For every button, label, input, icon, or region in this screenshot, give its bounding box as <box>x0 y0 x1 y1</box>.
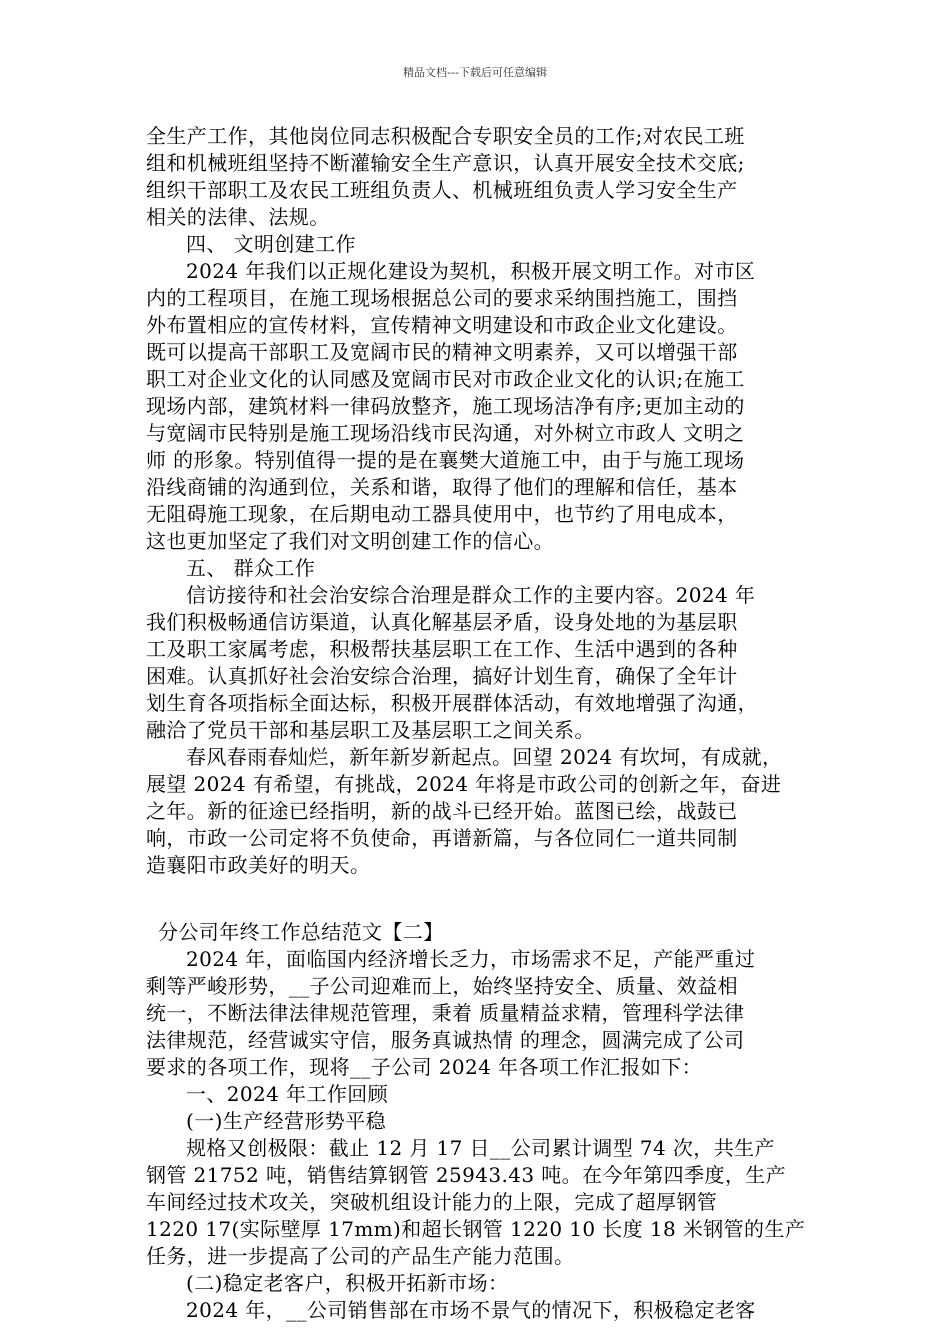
blank-line <box>146 879 810 919</box>
text-line: 既可以提高干部职工及宽阔市民的精神文明素养，又可以增强干部 <box>146 340 738 364</box>
text-line: 四、 文明创建工作 <box>186 232 356 256</box>
text-line: 展望 2024 有希望，有挑战，2024 年将是市政公司的创新之年，奋进 <box>146 772 782 796</box>
text-line: 内的工程项目，在施工现场根据总公司的要求采纳围挡施工，围挡 <box>146 286 738 310</box>
text-line: (一)生产经营形势平稳 <box>186 1109 387 1133</box>
text-line: 2024 年，__公司销售部在市场不景气的情况下，积极稳定老客 <box>186 1298 756 1322</box>
text-line: 外布置相应的宣传材料，宣传精神文明建设和市政企业文化建设。 <box>146 313 738 337</box>
text-line: 全生产工作，其他岗位同志积极配合专职安全员的工作;对农民工班 <box>146 124 745 148</box>
text-line: 造襄阳市政美好的明天。 <box>146 853 371 877</box>
text-line: 相关的法律、法规。 <box>146 205 330 229</box>
text-line: 1220 17(实际壁厚 17mm)和超长钢管 1220 10 长度 18 米钢管的生产 <box>146 1217 806 1241</box>
text-line: (二)稳定老客户，积极开拓新市场： <box>186 1271 509 1295</box>
text-line: 之年。新的征途已经指明，新的战斗已经开始。蓝图已绘，战鼓已 <box>146 799 738 823</box>
text-line: 信访接待和社会治安综合治理是群众工作的主要内容。2024 年 <box>186 583 756 607</box>
text-line: 组织干部职工及农民工班组负责人、机械班组负责人学习安全生产 <box>146 178 738 202</box>
text-line: 师 的形象。特别值得一提的是在襄樊大道施工中，由于与施工现场 <box>146 448 745 472</box>
text-line: 钢管 21752 吨，销售结算钢管 25943.43 吨。在今年第四季度，生产 <box>146 1163 787 1187</box>
text-line: 一、2024 年工作回顾 <box>186 1082 389 1106</box>
text-line: 2024 年，面临国内经济增长乏力，市场需求不足，产能严重过 <box>186 947 756 971</box>
text-line: 剩等严峻形势，__子公司迎难而上，始终坚持安全、质量、效益相 <box>146 974 738 998</box>
document-body <box>146 123 810 1324</box>
text-line: 无阻碍施工现象，在后期电动工器具使用中，也节约了用电成本， <box>146 502 738 526</box>
text-line: 划生育各项指标全面达标，积极开展群体活动，有效地增强了沟通， <box>146 691 758 715</box>
text-line: 规格又创极限：截止 12 月 17 日__公司累计调型 74 次，共生产 <box>186 1136 775 1160</box>
text-line: 要求的各项工作，现将__子公司 2024 年各项工作汇报如下： <box>146 1055 703 1079</box>
text-line: 沿线商铺的沟通到位，关系和谐，取得了他们的理解和信任，基本 <box>146 475 738 499</box>
text-line: 工及职工家属考虑，积极帮扶基层职工在工作、生活中遇到的各种 <box>146 637 738 661</box>
text-line: 困难。认真抓好社会治安综合治理，搞好计划生育，确保了全年计 <box>146 664 738 688</box>
section-title: 分公司年终工作总结范文【二】 <box>158 920 444 944</box>
text-line: 与宽阔市民特别是施工现场沿线市民沟通，对外树立市政人 文明之 <box>146 421 745 445</box>
text-line: 任务，进一步提高了公司的产品生产能力范围。 <box>146 1244 575 1268</box>
text-line: 统一，不断法律法律规范管理，秉着 质量精益求精，管理科学法律 <box>146 1001 745 1025</box>
text-line: 职工对企业文化的认同感及宽阔市民对市政企业文化的认识;在施工 <box>146 367 745 391</box>
text-line: 组和机械班组坚持不断灌输安全生产意识，认真开展安全技术交底; <box>146 151 745 175</box>
text-line: 这也更加坚定了我们对文明创建工作的信心。 <box>146 529 554 553</box>
text-line: 春风春雨春灿烂，新年新岁新起点。回望 2024 有坎坷，有成就， <box>186 745 783 769</box>
text-line: 2024 年我们以正规化建设为契机，积极开展文明工作。对市区 <box>186 259 756 283</box>
text-line: 响，市政一公司定将不负使命，再谱新篇，与各位同仁一道共同制 <box>146 826 738 850</box>
text-line: 法律规范，经营诚实守信，服务真诚热情 的理念，圆满完成了公司 <box>146 1028 745 1052</box>
text-line: 五、 群众工作 <box>186 556 316 580</box>
text-line: 我们积极畅通信访渠道，认真化解基层矛盾，设身处地的为基层职 <box>146 610 738 634</box>
text-line: 现场内部，建筑材料一律码放整齐，施工现场洁净有序;更加主动的 <box>146 394 745 418</box>
text-line: 车间经过技术攻关，突破机组设计能力的上限，完成了超厚钢管 <box>146 1190 718 1214</box>
text-line: 融洽了党员干部和基层职工及基层职工之间关系。 <box>146 718 595 742</box>
page-header: 精品文档---下载后可任意编辑 <box>403 66 547 79</box>
